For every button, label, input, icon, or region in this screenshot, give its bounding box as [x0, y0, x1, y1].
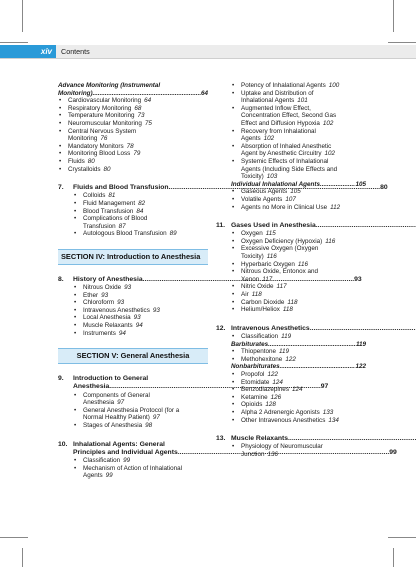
toc-item: • Excessive Oxygen (Oxygen Toxicity) 116: [231, 245, 366, 260]
toc-item: • Oxygen Deficiency (Hypoxia) 116: [231, 238, 366, 246]
toc-item: • Propofol 122: [231, 371, 366, 379]
chapter-11-heading: 11. Gases Used in Anesthesia .....: [216, 222, 366, 230]
toc-item: • Classification 119: [231, 333, 366, 341]
toc-item: • Agents no More in Clinical Use 112: [231, 204, 366, 212]
toc-item: • Benzodiazepines 124: [231, 386, 366, 394]
toc-list: [231, 443, 366, 458]
toc-item: • Recovery from Inhalational Agents 102: [231, 128, 366, 143]
toc-item: • Neuromuscular Monitoring 75: [58, 120, 208, 128]
toc-item: • Absorption of Inhaled Anesthetic Agent by Anesthetic Circuitry 102: [231, 143, 366, 158]
toc-item: • Classification 99: [73, 457, 208, 465]
toc-list: [231, 348, 366, 363]
crop-mark: [388, 537, 416, 538]
toc-item: • Respiratory Monitoring 68: [58, 105, 208, 113]
subheading-barbiturates: Barbiturates ..... 119: [231, 341, 366, 349]
toc-list: [231, 371, 366, 424]
toc-item: • Nitrous Oxide 93: [73, 284, 208, 292]
toc-item: • Muscle Relaxants 94: [73, 322, 208, 330]
crop-mark: [0, 537, 28, 538]
toc-list: [73, 392, 208, 430]
toc-item: • Alpha 2 Adrenergic Agonists 133: [231, 409, 366, 417]
toc-item: • Temperature Monitoring 73: [58, 112, 208, 120]
chapter-9-heading: 9. Introduction to General Anesthesia ..... 97: [58, 375, 208, 391]
toc-item: • Fluid Management 82: [73, 200, 208, 208]
toc-item: • Hyperbaric Oxygen 116: [231, 261, 366, 269]
toc-item: • Cardiovascular Monitoring 64: [58, 97, 208, 105]
toc-list: [73, 192, 208, 238]
toc-list: [58, 97, 208, 173]
toc-item: • Systemic Effects of Inhalational Agents (Including Side Effects and Toxicity) 103: [231, 158, 366, 181]
chapter-12-heading: 12. Intravenous Anesthetics .....: [216, 325, 366, 333]
toc-item: • Potency of Inhalational Agents 100: [231, 82, 366, 90]
toc-item: • Complications of Blood Transfusion 87: [73, 215, 208, 230]
toc-item: • Helium/Heliox 118: [231, 306, 366, 314]
section-heading: SECTION V: General Anesthesia: [58, 348, 208, 364]
subheading-advance-monitoring: Advance Monitoring (Instrumental Monitoring) ..... 64: [58, 82, 208, 97]
toc-item: • Physiology of Neuromuscular Junction 136: [231, 443, 366, 458]
toc-item: • Gaseous Agents 105: [231, 188, 366, 196]
subheading-nonbarbiturates: Nonbarbiturates ..... 122: [231, 363, 366, 371]
toc-item: • Other Intravenous Anesthetics 134: [231, 417, 366, 425]
toc-list: [231, 230, 366, 314]
toc-item: • Methohexitone 122: [231, 356, 366, 364]
crop-mark: [22, 0, 23, 32]
toc-item: • Air 118: [231, 291, 366, 299]
toc-item: • Oxygen 115: [231, 230, 366, 238]
toc-item: • Monitoring Blood Loss 79: [58, 150, 208, 158]
toc-item: • Instruments 94: [73, 330, 208, 338]
toc-item: • Nitrous Oxide, Entonox and Xenon 117: [231, 268, 366, 283]
toc-item: • Local Anesthesia 93: [73, 314, 208, 322]
chapter-8-heading: 8. History of Anesthesia ..... 93: [58, 276, 208, 284]
toc-item: • Intravenous Anesthetics 93: [73, 307, 208, 315]
toc-item: • Uptake and Distribution of Inhalational Agents 101: [231, 90, 366, 105]
toc-item: • Colloids 81: [73, 192, 208, 200]
toc-item: • Volatile Agents 107: [231, 196, 366, 204]
toc-item: • Components of General Anesthesia 97: [73, 392, 208, 407]
toc-item: • Stages of Anesthesia 98: [73, 422, 208, 430]
crop-mark: [22, 548, 23, 567]
running-title: Contents: [61, 47, 90, 56]
toc-item: • Thiopentone 119: [231, 348, 366, 356]
section-heading: SECTION IV: Introduction to Anesthesia: [58, 249, 208, 265]
crop-mark: [0, 42, 28, 43]
toc-item: • Carbon Dioxide 118: [231, 299, 366, 307]
toc-item: • Blood Transfusion 84: [73, 208, 208, 216]
toc-list: [231, 188, 366, 211]
crop-mark: [393, 548, 394, 567]
toc-item: • Etomidate 124: [231, 379, 366, 387]
page-number: xiv: [0, 45, 56, 58]
toc-item: • Fluids 80: [58, 158, 208, 166]
page-header: [0, 45, 416, 59]
toc-item: • Mandatory Monitors 78: [58, 143, 208, 151]
toc-list: [73, 457, 208, 480]
toc-list: [231, 333, 366, 341]
toc-item: • Nitric Oxide 117: [231, 283, 366, 291]
toc-item: • Central Nervous System Monitoring 76: [58, 128, 208, 143]
toc-item: • Mechanism of Action of Inhalational Agents 99: [73, 465, 208, 480]
toc-item: • Augmented Inflow Effect, Concentration Effect, Second Gas Effect and Diffusion Hypoxia 102: [231, 105, 366, 128]
toc-right-column: [216, 82, 366, 459]
chapter-7-heading: 7. Fluids and Blood Transfusion ..... 80: [58, 184, 208, 192]
toc-item: • Ether 93: [73, 292, 208, 300]
toc-list: [231, 82, 366, 181]
chapter-13-heading: 13. Muscle Relaxants .....: [216, 435, 366, 443]
chapter-10-heading: 10. Inhalational Agents: General Principles and Individual Agents ..... 99: [58, 441, 208, 457]
toc-list: [73, 284, 208, 337]
toc-item: • Chloroform 93: [73, 299, 208, 307]
subheading-individual-inhalational-agents: Individual Inhalational Agents ..... 105: [231, 181, 366, 189]
toc-item: • Autologous Blood Transfusion 89: [73, 230, 208, 238]
crop-mark: [393, 0, 394, 32]
crop-mark: [388, 42, 416, 43]
toc-item: • Opioids 128: [231, 401, 366, 409]
toc-item: • General Anesthesia Protocol (for a Normal Healthy Patient) 97: [73, 407, 208, 422]
toc-item: • Ketamine 126: [231, 394, 366, 402]
toc-item: • Crystalloids 80: [58, 166, 208, 174]
